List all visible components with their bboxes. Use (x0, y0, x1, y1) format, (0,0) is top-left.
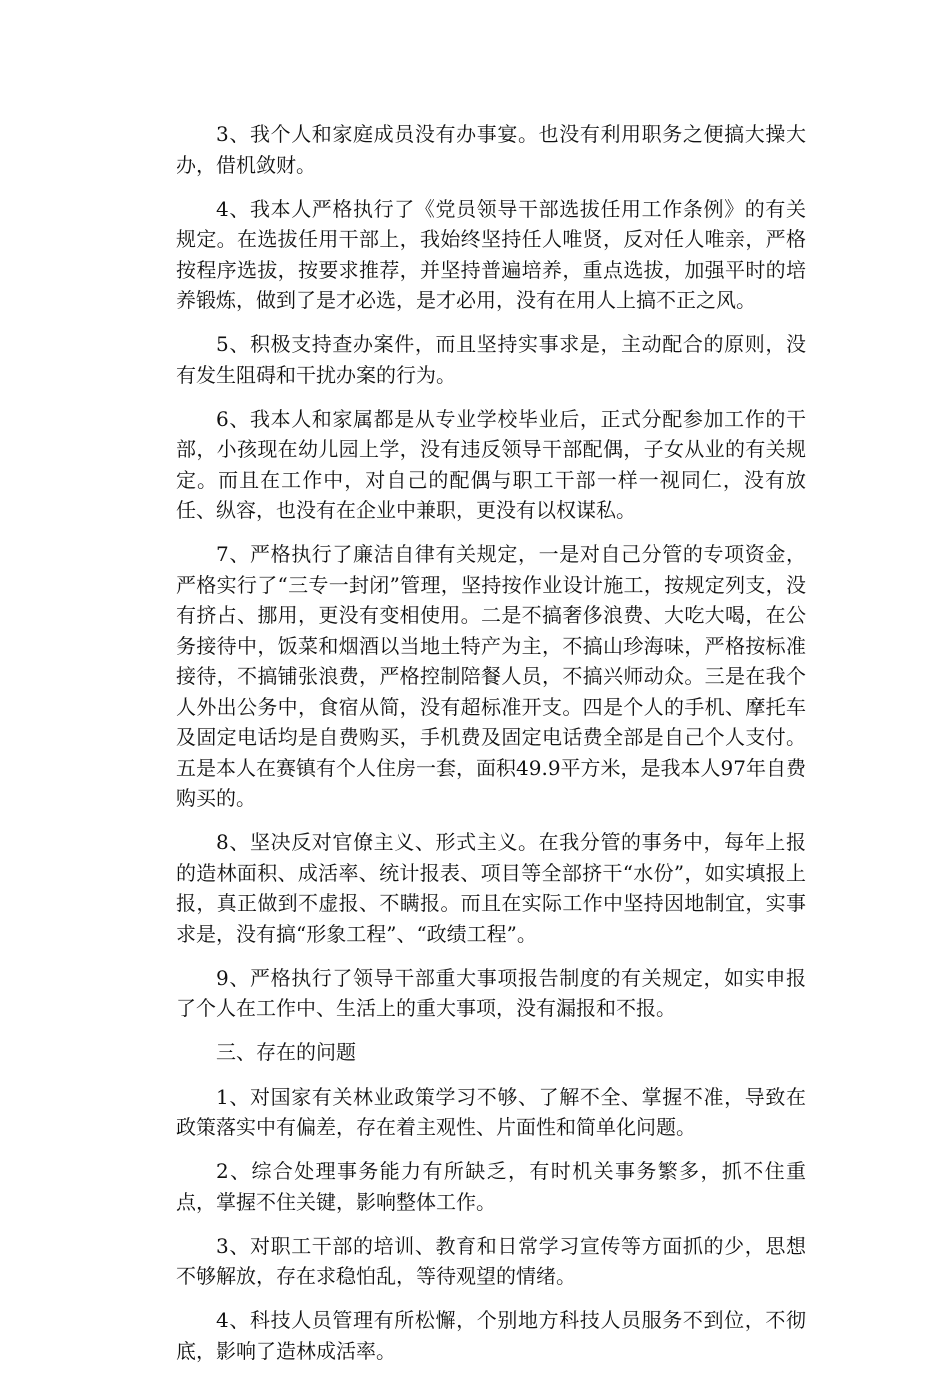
paragraph-item-3: 3、我个人和家庭成员没有办事宴。也没有利用职务之便搞大操大办，借机敛财。 (176, 122, 806, 177)
problem-item-3: 3、对职工干部的培训、教育和日常学习宣传等方面抓的少，思想不够解放，存在求稳怕乱，等待观望的情绪。 (176, 1233, 806, 1288)
paragraph-item-8: 8、坚决反对官僚主义、形式主义。在我分管的事务中，每年上报的造林面积、成活率、统计报表、项目等全部挤干“水份”，如实填报上报，真正做到不虚报、不瞒报。而且在实际工作中坚持因地制宜，实事求是，没有搞“形象工程”、“政绩工程”。 (176, 830, 806, 946)
paragraph-item-4: 4、我本人严格执行了《党员领导干部选拔任用工作条例》的有关规定。在选拔任用干部上，我始终坚持任人唯贤，反对任人唯亲，严格按程序选拔，按要求推荐，并坚持普遍培养，重点选拔，加强平时的培养锻炼，做到了是才必选，是才必用，没有在用人上搞不正之风。 (176, 196, 806, 312)
problem-item-2: 2、综合处理事务能力有所缺乏，有时机关事务繁多，抓不住重点，掌握不住关键，影响整体工作。 (176, 1159, 806, 1214)
section-heading-problems: 三、存在的问题 (216, 1040, 356, 1064)
problem-item-1: 1、对国家有关林业政策学习不够、了解不全、掌握不准，导致在政策落实中有偏差，存在着主观性、片面性和简单化问题。 (176, 1084, 806, 1139)
paragraph-item-5: 5、积极支持查办案件，而且坚持实事求是，主动配合的原则，没有发生阻碍和干扰办案的行为。 (176, 332, 806, 387)
paragraph-item-9: 9、严格执行了领导干部重大事项报告制度的有关规定，如实申报了个人在工作中、生活上的重大事项，没有漏报和不报。 (176, 965, 806, 1020)
document-body (176, 119, 806, 1380)
paragraph-item-6: 6、我本人和家属都是从专业学校毕业后，正式分配参加工作的干部，小孩现在幼儿园上学，没有违反领导干部配偶，子女从业的有关规定。而且在工作中，对自己的配偶与职工干部一样一视同仁，没有放任、纵容，也没有在企业中兼职，更没有以权谋私。 (176, 406, 806, 522)
paragraph-item-7: 7、严格执行了廉洁自律有关规定，一是对自己分管的专项资金，严格实行了“三专一封闭”管理，坚持按作业设计施工，按规定列支，没有挤占、挪用，更没有变相使用。二是不搞奢侈浪费、大吃大喝，在公务接待中，饭菜和烟酒以当地土特产为主，不搞山珍海味，严格按标准接待，不搞铺张浪费，严格控制陪餐人员，不搞兴师动众。三是在我个人外出公务中，食宿从简，没有超标准开支。四是个人的手机、摩托车及固定电话均是自费购买，手机费及固定电话费全部是自己个人支付。五是本人在赛镇有个人住房一套，面积49.9平方米，是我本人97年自费购买的。 (176, 542, 806, 810)
problem-item-4: 4、科技人员管理有所松懈，个别地方科技人员服务不到位，不彻底，影响了造林成活率。 (176, 1308, 806, 1363)
